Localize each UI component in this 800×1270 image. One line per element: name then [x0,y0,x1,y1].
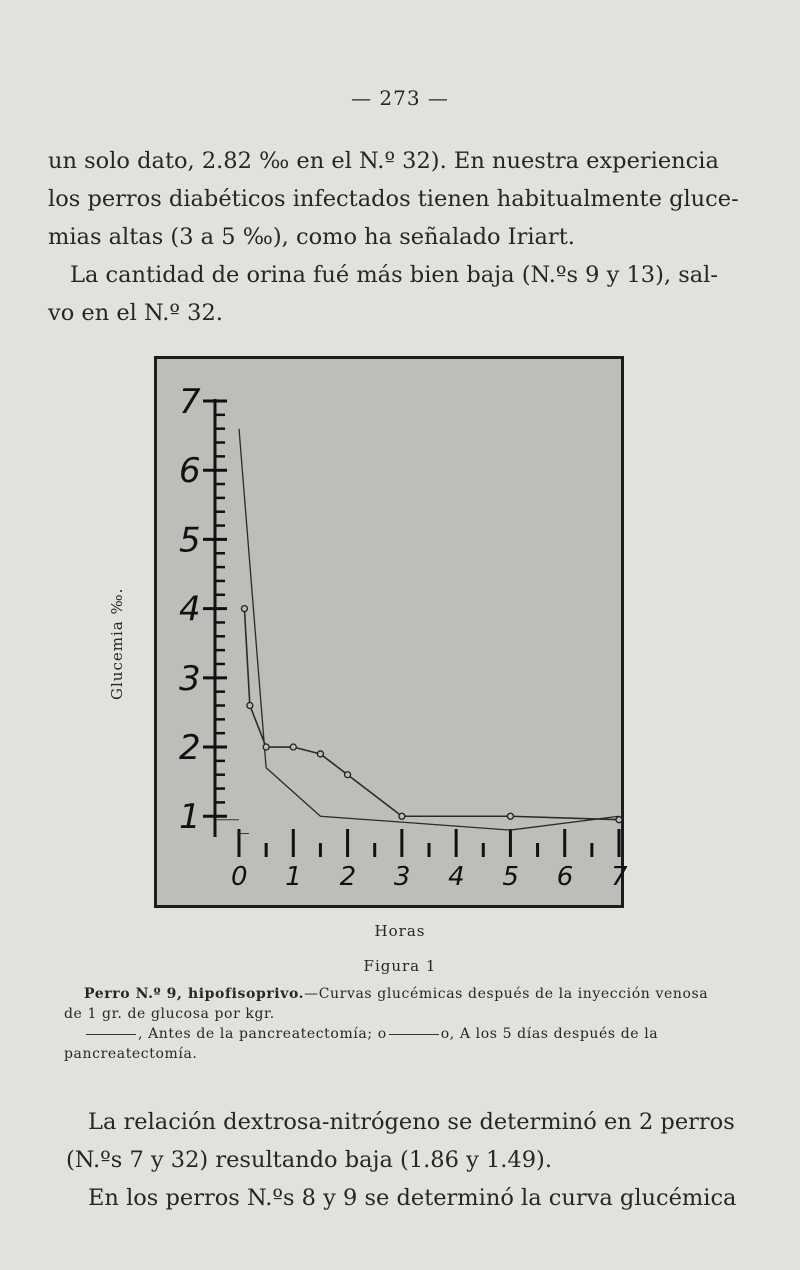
x-tick-label: 2 [339,862,357,892]
data-point [241,606,247,612]
x-tick-label: 7 [611,862,628,892]
text-line: los perros diabéticos infectados tienen habitualmente gluce- [48,186,739,212]
y-tick-label: 1 [179,797,201,838]
caption-text: —Curvas glucémicas después de la inyección venosa [304,986,709,1002]
figure-caption [64,984,730,1064]
x-tick-label: 6 [556,862,574,892]
x-tick-label: 3 [393,862,411,892]
text-line: En los perros N.ºs 8 y 9 se determinó la curva glucémica [88,1185,737,1211]
page-number: — 273 — [351,86,449,110]
caption-bold: Perro N.º 9, hipofisoprivo. [84,986,305,1002]
caption-text: pancreatectomía. [64,1046,198,1062]
data-point [290,744,296,750]
data-point [317,751,323,757]
paragraph-bottom [48,1103,737,1217]
caption-legend: A los 5 días después de la [459,1026,659,1042]
y-tick-label: 6 [179,451,201,492]
paragraph-top [48,142,739,332]
data-point [507,813,513,819]
data-point [263,744,269,750]
legend-circle-left: o [377,1026,387,1042]
figure-label: Figura 1 [363,957,437,975]
x-tick-label: 0 [231,862,248,892]
caption-text: de 1 gr. de glucosa por kgr. [64,1006,275,1022]
series-line-before [239,429,619,830]
y-tick-label: 5 [179,520,201,561]
text-line: (N.ºs 7 y 32) resultando baja (1.86 y 1.49). [66,1147,552,1173]
x-tick-label: 4 [448,862,465,892]
data-point [399,813,405,819]
legend-circle-right: o, [440,1026,455,1042]
y-tick-label: 4 [179,589,201,630]
data-point [345,772,351,778]
text-line: La cantidad de orina fué más bien baja (N.ºs 9 y 13), sal- [70,262,718,288]
legend-circle-line [389,1034,439,1035]
y-axis-label: Glucemia ‰. [108,587,126,700]
series-line-after [244,609,619,820]
data-point [616,817,622,823]
x-tick-label: 1 [285,862,302,892]
y-tick-label: 3 [179,658,201,699]
text-line: La relación dextrosa-nitrógeno se determinó en 2 perros [88,1109,735,1135]
y-tick-label: 7 [179,382,201,422]
x-tick-label: 5 [502,862,519,892]
data-point [247,703,253,709]
y-tick-label: 2 [179,728,201,769]
caption-legend: , Antes de la pancreatectomía; [138,1026,373,1042]
glucemia-chart [154,356,628,908]
legend-plain-line [86,1034,136,1035]
text-line: mias altas (3 a 5 ‰), como ha señalado Iriart. [48,224,575,250]
text-line: vo en el N.º 32. [48,300,223,326]
text-line: un solo dato, 2.82 ‰ en el N.º 32). En nuestra experiencia [48,148,719,174]
x-axis-label: Horas [374,922,426,940]
